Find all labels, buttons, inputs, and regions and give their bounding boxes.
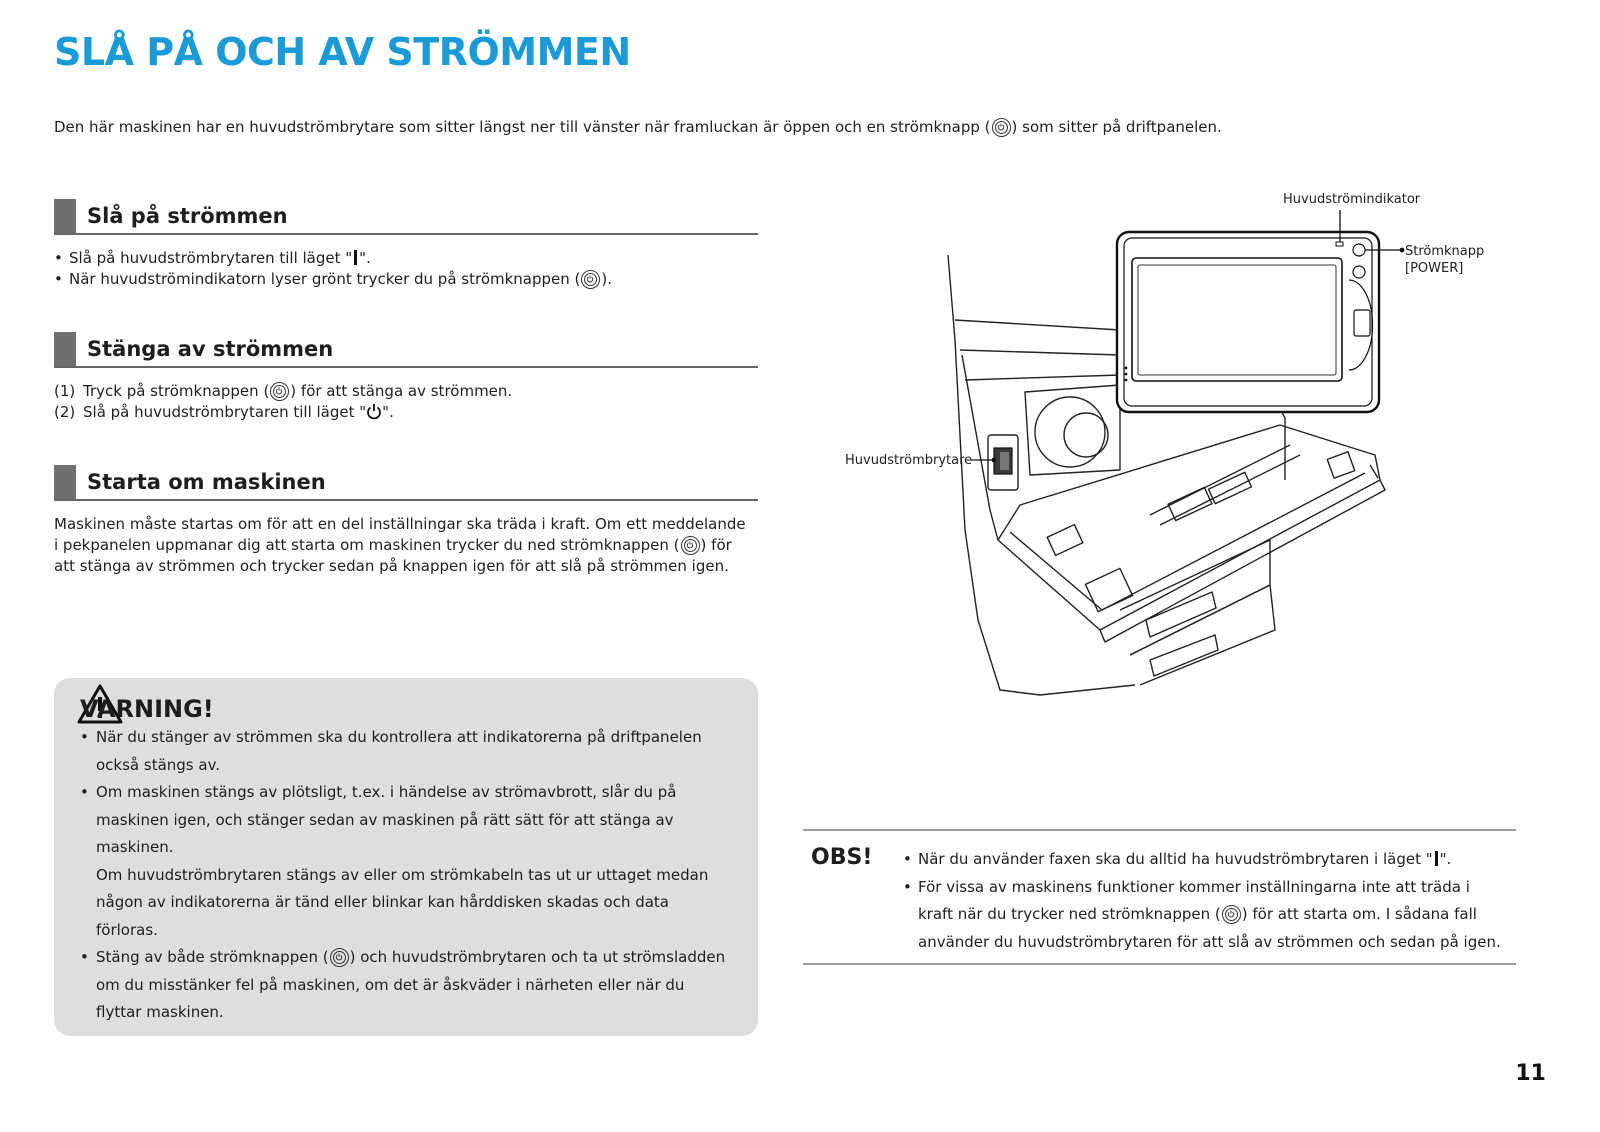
list-item: (1) Tryck på strömknappen ( ) för att stänga av strömmen. <box>54 382 513 400</box>
section-heading-power-off: Stänga av strömmen <box>54 332 758 368</box>
section-heading-power-on: Slå på strömmen <box>54 199 758 235</box>
page-number: 11 <box>1515 1061 1546 1086</box>
list-item: • När du använder faxen ska du alltid ha huvudströmbrytaren i läget " ". <box>903 846 1503 874</box>
obs-label: OBS! <box>811 845 873 870</box>
power-off-steps <box>54 381 754 423</box>
warning-list <box>80 724 730 1027</box>
power-button-icon <box>992 118 1011 137</box>
power-button-icon <box>330 948 349 967</box>
label-main-switch: Huvudströmbrytare <box>845 453 973 468</box>
section-marker <box>54 465 76 499</box>
obs-top-rule <box>803 829 1516 831</box>
warning-title: VARNING! <box>80 695 214 723</box>
section-marker <box>54 199 76 233</box>
list-item: • Stäng av både strömknappen ( ) och huvudströmbrytaren och ta ut strömsladden om du misstänker fel på maskinen, om det är åskväder i närheten eller när du flyttar maskinen. <box>80 944 730 1027</box>
list-item: (2) Slå på huvudströmbrytaren till läget " ". <box>54 403 394 421</box>
page-title: SLÅ PÅ OCH AV STRÖMMEN <box>54 30 631 74</box>
power-button-icon <box>1222 905 1241 924</box>
intro-text: Den här maskinen har en huvudströmbrytare som sitter längst ner till vänster när framluckan är öppen och en strömknapp ( ) som sitter på driftpanelen. <box>54 118 1222 136</box>
list-item: • När du stänger av strömmen ska du kontrollera att indikatorerna på driftpanelen också stängs av. <box>80 724 730 779</box>
obs-list <box>903 846 1503 956</box>
on-position-icon <box>1435 851 1438 866</box>
obs-bottom-rule <box>803 963 1516 965</box>
list-item: • Om maskinen stängs av plötsligt, t.ex. i händelse av strömavbrott, slår du på maskinen igen, och stänger sedan av maskinen på rätt sätt för att stänga av maskinen. Om huvudströmbrytaren stängs av eller om strömkabeln tas ut ur uttaget medan någon av indikatorerna är tänd eller blinkar kan hårddisken skadas och data förloras. <box>80 779 730 944</box>
label-power-button: Strömknapp [POWER] <box>1405 244 1485 276</box>
section-heading-restart: Starta om maskinen <box>54 465 758 501</box>
standby-icon <box>366 403 382 420</box>
label-main-power-indicator: Huvudströmindikator <box>1283 192 1421 207</box>
power-button-icon <box>581 270 600 289</box>
section-marker <box>54 332 76 366</box>
on-position-icon <box>354 250 357 265</box>
list-item: • Slå på huvudströmbrytaren till läget " ". <box>54 248 754 269</box>
list-item: • När huvudströmindikatorn lyser grönt trycker du på strömknappen ( ). <box>54 269 754 290</box>
power-button-icon <box>681 536 700 555</box>
power-button-icon <box>270 382 289 401</box>
restart-paragraph: Maskinen måste startas om för att en del inställningar ska träda i kraft. Om ett meddelande i pekpanelen uppmanar dig att starta om maskinen trycker du ned strömknappen ( ) för att stänga av strömmen och trycker sedan på knappen igen för att slå på strömmen igen. <box>54 515 746 575</box>
list-item: • För vissa av maskinens funktioner kommer inställningarna inte att träda i kraft när du trycker ned strömknappen ( ) för att starta om. I sådana fall använder du huvudströmbrytaren för att slå av strömmen och sedan på igen. <box>903 874 1503 957</box>
power-on-list <box>54 248 754 290</box>
